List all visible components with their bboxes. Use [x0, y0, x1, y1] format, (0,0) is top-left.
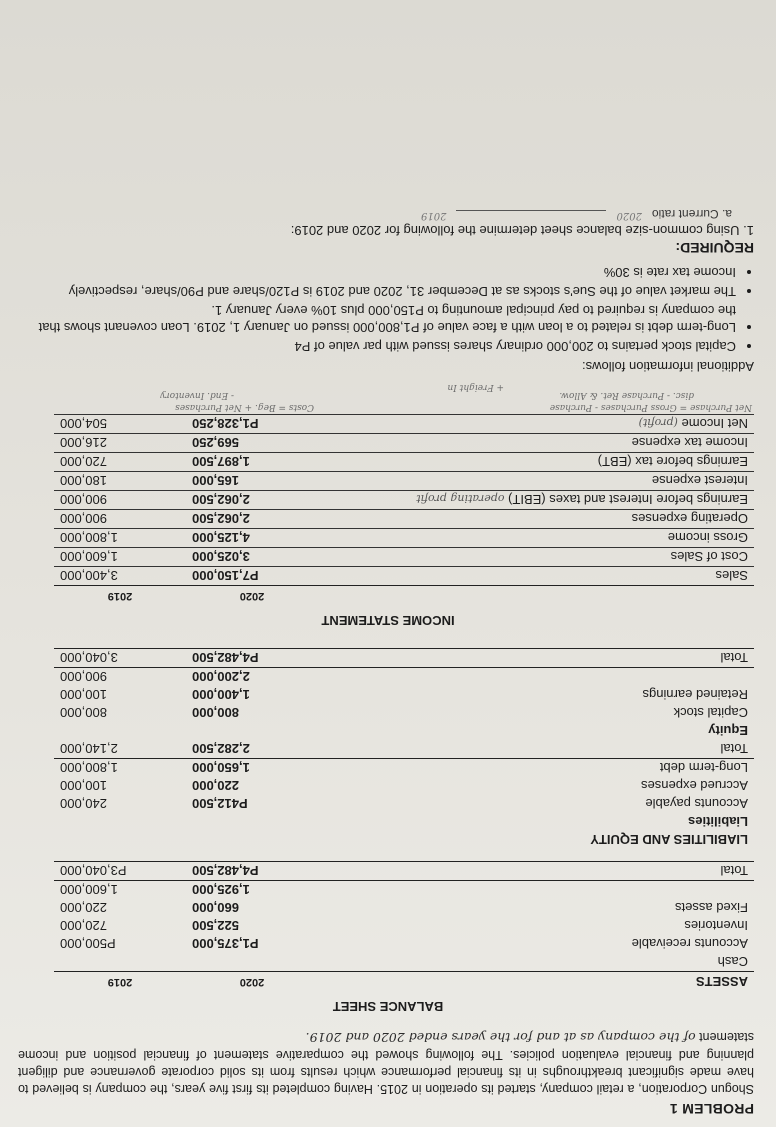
value-2019: 3,400,000	[54, 567, 186, 586]
value-2020: P1,375,000	[192, 936, 259, 952]
income-statement-table	[54, 414, 754, 605]
answer-line	[457, 210, 607, 221]
value-2019: 100,000	[60, 778, 107, 794]
year-2019-header: 2019	[54, 586, 186, 606]
value-2020: 660,000	[192, 900, 239, 916]
row-label: Operating expenses	[631, 511, 748, 527]
scribble-end-inventory: - End. Inventory	[160, 390, 234, 400]
intro-text: Shogun Corporation, a retail company, started its operation in 2015. Having completed its first five years, the company is believed to have made significant breakthroughs in its financial performance which results from its solid corporate governance and diligent planning and financial evaluation policies. The following showed the comparative statement of financial position and income statement	[18, 1030, 754, 1096]
income-statement-title: INCOME STATEMENT	[321, 613, 455, 628]
table-row	[54, 795, 754, 813]
row-label: Interest expense	[651, 473, 748, 489]
row-label: Cost of Sales	[670, 549, 748, 565]
row-label: Net Income	[681, 416, 748, 432]
value-2019: 1,600,000	[60, 882, 118, 898]
value-2020: 3,025,000	[186, 548, 318, 567]
value-2020: 1,925,000	[192, 882, 250, 898]
handwritten-note: (profit)	[638, 416, 678, 430]
year-2019-header: 2019	[54, 972, 186, 992]
problem-intro	[18, 1028, 754, 1097]
table-row	[54, 529, 754, 548]
handwritten-2020: 2020	[616, 210, 642, 221]
row-label	[318, 668, 754, 687]
year-2020-header: 2020	[186, 972, 318, 992]
value-2019: 100,000	[60, 687, 107, 703]
table-row	[54, 777, 754, 795]
value-2020: 220,000	[192, 778, 239, 794]
table-row	[54, 510, 754, 529]
row-label	[318, 881, 754, 900]
scribble-net-purchase: Net Purchase = Gross Purchases - Purchase	[549, 402, 752, 412]
value-2019: 720,000	[60, 918, 107, 934]
row-label: Gross income	[667, 530, 748, 546]
value-2020: 569,250	[186, 434, 318, 453]
value-2020: P4,482,500	[186, 862, 318, 881]
value-2020: 1,650,000	[192, 760, 250, 776]
handwritten-2019: 2019	[421, 210, 447, 221]
value-2019: 216,000	[54, 434, 186, 453]
value-2020: P7,150,000	[186, 567, 318, 586]
row-label: Sales	[715, 568, 748, 584]
value-2020: 2,200,000	[192, 669, 250, 685]
required-text: 1. Using common-size balance sheet determine the following for 2020 and 2019:	[290, 223, 754, 238]
value-2019: 1,800,000	[54, 529, 186, 548]
table-row	[54, 953, 754, 972]
income-header-row	[54, 586, 754, 606]
le-header-row	[54, 831, 754, 849]
required-sub	[18, 207, 732, 221]
row-label: Earnings before Interest and taxes (EBIT)	[508, 492, 748, 508]
equity-header-row	[54, 722, 754, 740]
year-2020-header: 2020	[186, 586, 318, 606]
le-total-row	[54, 649, 754, 668]
row-label: Total	[318, 740, 754, 759]
row-label: Accrued expenses	[641, 778, 748, 794]
value-2020	[186, 953, 318, 972]
value-2020: 2,062,500	[186, 491, 318, 510]
value-2019: P500,000	[60, 936, 116, 952]
row-label: Accounts payable	[645, 796, 748, 812]
le-header: LIABILITIES AND EQUITY	[590, 832, 748, 848]
row-label: Fixed assets	[675, 900, 748, 916]
balance-sheet-table	[54, 648, 754, 991]
value-2019: 900,000	[60, 669, 107, 685]
value-2019: 504,000	[54, 415, 186, 434]
row-label: Income tax expense	[631, 435, 748, 451]
required-title: REQUIRED:	[675, 240, 754, 256]
value-2020: P412,500	[192, 796, 248, 812]
table-row	[54, 704, 754, 722]
value-2020: P1,328,250	[186, 415, 318, 434]
list-item: • Long-term debt is related to a loan with a face value of P1,800,000 issued on January 1, 2019. Loan covenant shows that the company is required to pay principal amounting to P150,000 plus 10% every January 1.	[18, 302, 736, 336]
value-2019: 2,140,000	[54, 740, 186, 759]
table-row	[54, 917, 754, 935]
row-label: Long-term debt	[659, 760, 748, 776]
row-label: Total	[318, 649, 754, 668]
table-row	[54, 759, 754, 778]
value-2019: 3,040,000	[54, 649, 186, 668]
intro-handwritten: of the company as at and for the years ended 2020 and 2019.	[305, 1030, 696, 1045]
table-row	[54, 491, 754, 510]
value-2020: 2,282,500	[186, 740, 318, 759]
assets-header-row	[54, 972, 754, 992]
value-2020: 4,125,000	[186, 529, 318, 548]
value-2019: 1,800,000	[60, 760, 118, 776]
liabilities-header-row	[54, 813, 754, 831]
additional-info-title: Additional information follows:	[582, 359, 754, 374]
assets-header: ASSETS	[318, 972, 754, 992]
row-label: Earnings before tax (EBT)	[597, 454, 748, 470]
table-row	[54, 668, 754, 687]
table-row	[54, 453, 754, 472]
row-label: Retained earnings	[642, 687, 748, 703]
net-income-row	[54, 415, 754, 434]
value-2020: 800,000	[192, 705, 239, 721]
value-2020: 2,062,500	[186, 510, 318, 529]
row-label: Capital stock	[673, 705, 748, 721]
value-2019: 720,000	[54, 453, 186, 472]
value-2019: 1,600,000	[54, 548, 186, 567]
value-2019: P3,040,000	[54, 862, 186, 881]
list-item: • Capital stock pertains to 200,000 ordinary shares issued with par value of P4	[18, 338, 736, 355]
handwritten-scribbles	[54, 380, 754, 414]
additional-info-list	[18, 264, 754, 355]
value-2019	[54, 953, 186, 972]
value-2019: 900,000	[54, 491, 186, 510]
current-ratio-label: a. Current ratio	[651, 207, 732, 221]
row-label: Cash	[717, 954, 748, 970]
table-row	[54, 899, 754, 917]
list-item: • Income tax rate is 30%	[18, 264, 736, 281]
row-label: Inventories	[684, 918, 748, 934]
value-2020: 165,000	[186, 472, 318, 491]
table-row	[54, 548, 754, 567]
income-header-blank	[318, 586, 754, 606]
liabilities-total-row	[54, 740, 754, 759]
equity-header: Equity	[708, 723, 748, 739]
document-body	[18, 207, 758, 1121]
scribble-disc: disc. - Purchase Ret. & Allow.	[559, 390, 694, 400]
handwritten-note: operating profit	[416, 492, 505, 506]
row-label: Accounts receivable	[631, 936, 748, 952]
value-2020: 1,400,000	[192, 687, 250, 703]
value-2020: 1,897,500	[186, 453, 318, 472]
table-row	[54, 567, 754, 586]
scribble-freight: + Freight In	[447, 382, 504, 392]
table-row	[54, 434, 754, 453]
row-label: Total	[318, 862, 754, 881]
value-2019: 220,000	[60, 900, 107, 916]
table-row	[54, 935, 754, 953]
value-2019: 180,000	[54, 472, 186, 491]
assets-total-row	[54, 862, 754, 881]
balance-sheet-title: BALANCE SHEET	[332, 999, 444, 1014]
list-item: • The market value of the Sue's stocks as at December 31, 2020 and 2019 is P120/share and P90/share, respectively	[18, 283, 736, 300]
table-row	[54, 472, 754, 491]
table-row	[54, 881, 754, 900]
liabilities-header: Liabilities	[688, 814, 748, 830]
problem-title: PROBLEM 1	[669, 1101, 754, 1117]
value-2019: 900,000	[54, 510, 186, 529]
value-2019: 800,000	[60, 705, 107, 721]
value-2019: 240,000	[60, 796, 107, 812]
value-2020: P4,482,500	[186, 649, 318, 668]
value-2020: 522,500	[192, 918, 239, 934]
scribble-costs: Costs = Beg. + Net Purchases	[175, 402, 314, 412]
table-row	[54, 686, 754, 704]
